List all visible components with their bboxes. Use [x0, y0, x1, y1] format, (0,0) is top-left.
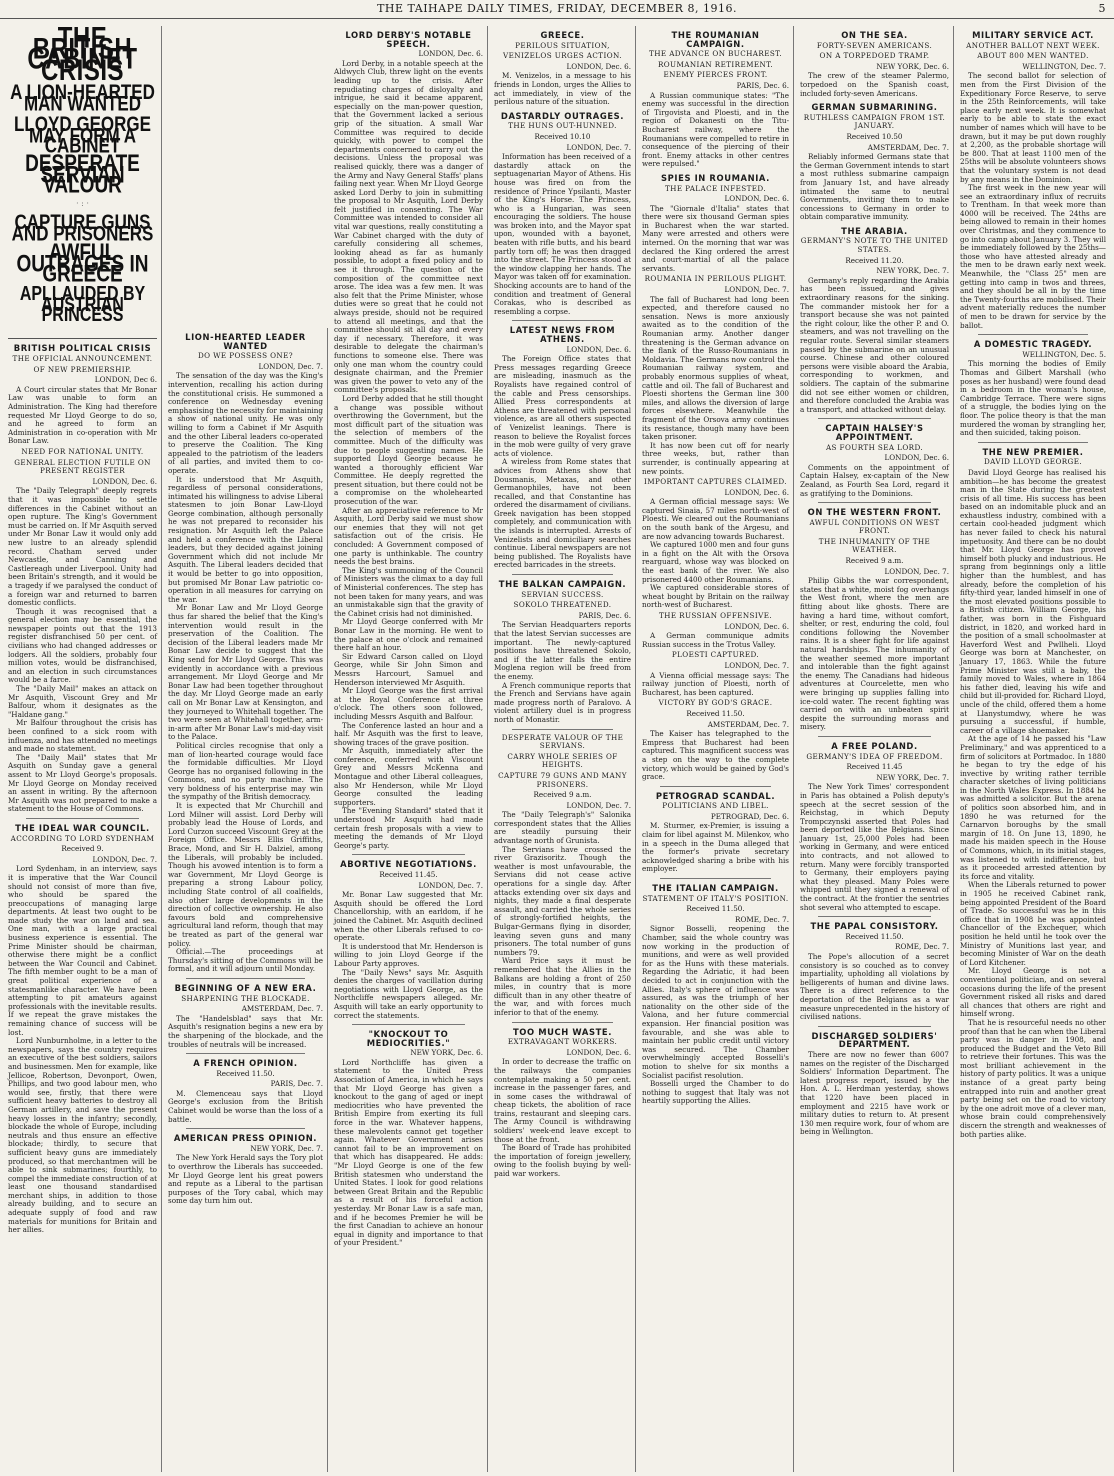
dateline: LONDON, Dec. 7. [92, 854, 157, 864]
received-time: Received 9. [61, 844, 104, 854]
article-subheading: AWFUL CONDITIONS ON WEST FRONT. [809, 517, 940, 536]
column-5 [638, 26, 794, 1472]
article-subheading: SOKOLO THREATENED. [513, 600, 612, 610]
paragraph: At the age of 14 he passed his "Law Preliminary," and was apprenticed to a firm of solicitors at Portmadoc. In 1880 he began to try the edge of his invective by writing rather terrible character sketches of living politicians in the North Wales Express. In 1884 he was admitted a solicitor. But the arena of politics soon absorbed him, and in 1890 he was returned for the Carnarvon boroughs by the small margin of 18. On June 13, 1890, he made his maiden speech in the House of Commons, which, in its initial stages, was listened to with indifference, but as it proceeded arrested attention by its force and vitality. [960, 734, 1106, 881]
divider [512, 320, 613, 321]
paragraph: The Servian Headquarters reports that the latest Servian successes are important. The newly-captured positions have threatened Sokolo, and if the latter falls the entire Moglena region will be freed from the enemy. [494, 620, 631, 681]
article-subheading: DESPERATE VALOUR OF THE SERVIANS. [501, 732, 624, 751]
paragraph: The "Daily Mail" makes an attack on Mr Asquith, Viscount Grey and Mr Balfour, whom it designates as the "Haldane gang." [8, 684, 157, 719]
article-heading: BEGINNING OF A NEW ERA. [174, 982, 317, 993]
column-4 [490, 26, 636, 1472]
article-subheading: VICTORY BY GOD'S GRACE. [658, 698, 773, 708]
paragraph: Mr Balfour throughout the crisis has been confined to a sick room with influenza, and has attended no meetings and made no statement. [8, 718, 157, 754]
received-time: Received 11.20. [845, 255, 904, 265]
dateline: PARIS, Dec. 6. [736, 80, 789, 90]
column-2 [164, 328, 328, 1472]
dateline: LONDON, Dec. 6. [566, 61, 631, 71]
received-time: Received 11.45 [846, 762, 903, 772]
paragraph: When the Liberals returned to power in 1905 he received Cabinet rank, being appointed President of the Board of Trade. So successful was he in this office that in 1908 he was appointed Chancellor of the Exchequer, which position he held until he took over the Ministry of Munitions last year, and becoming Minister of War on the death of Lord Kitchener. [960, 880, 1106, 967]
dateline: LONDON, Dec. 7. [258, 361, 323, 371]
paragraph: Germany's reply regarding the Arabia has been issued, and gives extraordinary reasons for the sinking. The commander mistook her for a transport because she was not painted the right colour, like the other P. and O. steamers, and was not travelling on the regular route. Several similar steamers passed by the submarine on an unusual course. Chinese and other coloured persons were visible aboard the Arabia, corresponding to workmen, and soldiers. The captain of the submarine did not see either women or children, and therefore concluded the Arabia was a transport, and attacked without delay. [800, 275, 949, 414]
dateline: LONDON, Dec. 6. [724, 194, 789, 204]
article-subheading: THE RUSSIAN OFFENSIVE. [658, 611, 773, 620]
divider [512, 574, 613, 575]
article-heading: THE BALKAN CAMPAIGN. [498, 579, 627, 590]
article-subheading: VENIZELOS URGES ACTION. [503, 51, 622, 61]
paragraph: Sir Edward Carson called on Lloyd George, while Sir John Simon and Messrs Harcourt, Samuel and Henderson interviewed Mr Asquith. [334, 651, 483, 687]
paragraph: The "Handelsblad" says that Mr. Asquith's resignation begins a new era by the sharpening of the blockade, and the troubles of neutrals will be increased. [168, 1013, 323, 1049]
article-subheading: OF NEW PREMIERSHIP. [33, 364, 132, 374]
headline-3: LLOYD GEORGE MAY FORM A CABINET [14, 111, 151, 158]
paragraph: That he is resourceful needs no other proof than that he can when the Liberal party was in danger in 1908, and produced the Budget and the Veto Bill to retrieve their fortunes. This was the most brilliant achievement in the history of party politics. It was a unique instance of a great party being entrapped into ruin and another great party being set on the road to victory by the one adroit move of a clever man, whose brain could comprehensively discern the strength and weaknesses of both parties alike. [960, 1017, 1106, 1139]
divider [818, 502, 931, 503]
paragraph: Though it was recognised that a general election may be essential, the newspaper points out that the 1913 register disfranchised 50 per cent. of civilians who had changed addresses or lodgers. All the soldiers, probably four million votes, would be disfranchised, and an election in such circumstances would be a farce. [8, 606, 157, 685]
paragraph: Lord Sydenham, in an interview, says it is imperative that the War Council should not consist of more than five, who should be spared the preoccupations of managing large departments. At least two ought to be made study the war on land and sea. One man, with a large practical business experience is essential. The Prime Minister should be chairman, otherwise there might be a conflict between the War Council and Cabinet. The fifth member ought to be a man of great political experience of a statesmanlike character. We have been attempting to pit amateurs against professionals with the inevitable results. If we repeat the grave mistakes the remaining chance of success will be lost. [8, 864, 157, 1037]
article-subheading: SERVIAN SUCCESS. [521, 589, 604, 599]
dateline: LONDON, Dec. 7. [566, 800, 631, 810]
ink-mark: · : · [76, 199, 89, 209]
paragraph: The Kaiser has telegraphed to the Empress that Bucharest had been captured. This magnificent success was a step on the way to the complete victory, which would be gained by God's grace. [642, 729, 789, 782]
paragraph: A wireless from Rome states that advices from Athens show that Dousmanis, Metaxas, and other Germanophiles, have not been recalled, and that Constantine has ordered the disarmament of civilians. Greek navigation has been stopped completely, and communication with the islands is interrupted. Arrests of Venizelists and domiciliary searches continue. Liberal newspapers are not being published. The Royalists have erected barricades in the streets. [494, 457, 631, 570]
article-heading: THE ITALIAN CAMPAIGN. [652, 883, 779, 894]
divider [818, 736, 931, 737]
paragraph: The New York Herald says the Tory plot to overthrow the Liberals has succeeded. Mr Lloyd George lent his great powers and repute as a Liberal to the partisan purposes of the Tory cabal, which may some day turn him out. [168, 1153, 323, 1206]
dateline: NEW YORK, Dec. 6. [876, 61, 949, 71]
paragraph: M. Sturmer, ex-Premier, is issuing a claim for libel against M. Milenkov, who in a speech in the Duma alleged that the former's private secretary acknowledged sharing a bribe with his employer. [642, 821, 789, 874]
received-time: Received 10.10 [534, 131, 591, 141]
dateline: LONDON, Dec. 6. [418, 49, 483, 59]
headline-7: APLLAUDED BY AUSTRIAN PRINCESS [19, 283, 146, 326]
article-subheading: ANOTHER BALLOT NEXT WEEK. [966, 40, 1100, 50]
paragraph: Official.—The proceedings at Thursday's sitting of the Commons will be formal, and it will adjourn until Monday. [168, 947, 323, 974]
dateline: LONDON, Dec. 7. [724, 660, 789, 670]
paragraph: M. Clemenceau says that Lloyd George's exclusion from the British Cabinet would be worse than the loss of a battle. [168, 1088, 323, 1124]
dateline: LONDON, Dec. 6. [566, 1047, 631, 1057]
article-subheading: ENEMY PIERCES FRONT. [663, 70, 768, 80]
received-time: Received 11.50. [686, 904, 745, 914]
paragraph: Signor Bosselli, reopening the Chamber, said the whole country was now working in the production of munitions, and were as well provided for as the Huns with these materials. Regarding the Adriatic, it had been decided to act in conjunction with the Allies. Italy's sphere of influence was assured, as was the triumph of her nationality on the other side of the Valona, and her future commercial expansion. Her financial position was favourable, and she was able to maintain her public credit until victory was secured. The Chamber overwhelmingly accepted Bosselli's motion to shelve for six months a Socialist pacifist resolution. [642, 924, 789, 1080]
paragraph: Mr Bonar Law and Mr Lloyd George thus far shared the belief that the King's intervention would result in the preservation of the Coalition. The decision of the Liberal leaders made Mr Bonar Law decide to suggest that the King send for Mr Lloyd George. This was evidently in accordance with a previous arrangement. Mr Lloyd George and Mr Bonar Law had been together throughout the day. Mr Lloyd George made an early call on Mr Bonar Law at Kensington, and they journeyed to Whitehall together. The two were seen at Whitehall together, arm-in-arm after Mr Bonar Law's mid-day visit to the Palace. [168, 603, 323, 742]
article-heading: DISCHARGED SOLDIERS' DEPARTMENT. [811, 1030, 938, 1050]
paragraph: Lord Derby added that he still thought a change was possible without overthrowing the Government, but the most difficult part of the situation was the selection of members of the committee. Much of the difficulty was due to people suggesting names. He supported Lloyd George because he wanted a thoroughly efficient War Committee. He deeply regretted the present situation, but there could not be a compromise on the wholehearted prosecution of the war. [334, 393, 483, 507]
article-heading: BRITISH POLITICAL CRISIS [13, 343, 152, 354]
divider [660, 786, 771, 787]
paragraph: A Vienna official message says: The railway junction of Ploesti, north of Bucharest, has been captured. [642, 670, 789, 697]
paragraph: The Board of Trade has prohibited the importation of foreign jewellery, owing to the foolish buying by well-paid war workers. [494, 1143, 631, 1179]
headline-6: AWFUL OUTRAGES IN GREECE [16, 239, 149, 288]
article-heading: A FRENCH OPINION. [193, 1058, 298, 1069]
divider [352, 1024, 465, 1025]
paragraph: We captured 1000 men and four guns in a fight on the Alt with the Orsova rearguard, whose way was blocked on the east bank of the river. We also prisonered 4400 other Roumanians. [642, 540, 789, 584]
paragraph: David Lloyd George has realised his ambition—he has become the greatest man in the State during the greatest crisis of all time. His success has been based on an indomitable pluck and an exhaustless industry, combined with a certain cool-headed judgment which has never failed to check his natural impetuosity. And there can be no doubt that Mr. Lloyd George has proved himself both plucky and industrious. He sprang from beginnings only a little higher than the humblest, and has already, before the completion of his fifty-third year, landed himself in one of the most elevated positions possible to a British citizen. William George, his father, was born in the Fishguard district, in 1820, and worked hard in the position of a small schoolmaster at Haverford West and Pwllheli. Lloyd George was born at Manchester, on January 17, 1863. While the future Prime Minister was still a baby, the family moved to Wales, where in 1864 his father died, leaving his wife and child but ill-provided for. Richard Lloyd, uncle of the child, offered them a home at Llanystumdwy, where he was pursuing a successful, if humble, career of a village shoemaker. [960, 467, 1106, 735]
paragraph: It has now been cut off for nearly three weeks, but, rather than surrender, is continually appearing at new points. [642, 440, 789, 476]
headline-5: CAPTURE GUNS AND PRISONERS [11, 210, 154, 245]
headline-2: A LION-HEARTED MAN WANTED [10, 80, 155, 116]
paragraph: Philip Gibbs the war correspondent, states that a white, moist fog overhangs the West front, where the men are fitting about like ghosts. There are having a hard time, without comfort, shelter, or rest, enduring the cold, foul conditions following the November rains. It is a sheer fight for life against natural hardships. The inhumanity of the weather seemed more important and intolerable than the fight against the enemy. The Canadians had hideous adventures at Courcelette, men who were bringing up supplies falling into ice-cold water. The recent fighting was carried on with an unbeaten spirit despite the surrounding morass and misery. [800, 576, 949, 732]
dateline: AMSTERDAM, Dec. 7. [707, 719, 789, 729]
article-heading: CAPTAIN HALSEY'S APPOINTMENT. [825, 423, 924, 442]
article-subheading: THE ADVANCE ON BUCHAREST. [649, 49, 782, 59]
paragraph: The King's summoning of the Council of Ministers was the climax to a day full of Ministerial conferences. The step has not been taken for many years, and was an unmistakable sign that the gravity of the Cabinet crisis had not diminished. [334, 565, 483, 618]
article-heading: GREECE. [540, 30, 585, 40]
article-heading: LATEST NEWS FROM ATHENS. [509, 325, 616, 344]
article-heading: PETROGRAD SCANDAL. [655, 790, 776, 801]
paragraph: Political circles recognise that only a man of lion-hearted courage would face the formidable difficulties. Mr Lloyd George has no organised following in the Commons, and no party machine. The very boldness of his enterprise may win the sympathy of the British democracy. [168, 740, 323, 802]
divider [352, 854, 465, 855]
paragraph: The Foreign Office states that Press messages regarding Greece are misleading, inasmuch as the Royalists have regained control of the cable and Press censorships. Allied Press correspondents at Athens are threatened with personal violence, as are all others suspected of Venizelist leanings. There is reason to believe the Royalist forces in the mob were guilty of very grave acts of violence. [494, 354, 631, 458]
divider [818, 418, 931, 419]
article-subheading: EXTRAVAGANT WORKERS. [507, 1037, 618, 1047]
column-6 [796, 26, 954, 1472]
dateline: LONDON, Dec 6. [94, 375, 157, 385]
dateline: ROME, Dec. 7. [735, 914, 789, 924]
paragraph: The crew of the steamer Palermo, torpedoed on the Spanish coast, included forty-seven Americans. [800, 71, 949, 98]
article-subheading: THE INHUMANITY OF THE WEATHER. [818, 536, 931, 555]
article-heading: DASTARDLY OUTRAGES. [500, 110, 625, 121]
article-heading: TOO MUCH WASTE. [512, 1026, 613, 1037]
column-7 [956, 26, 1110, 1472]
article-subheading: STATEMENT OF ITALY'S POSITION. [642, 893, 789, 903]
paragraph: A French communique reports that the French and Servians have again made progress north of Paralovo. A violent artillery duel is in progress north of Monastir. [494, 680, 631, 724]
paragraph: The New York Times' correspondent in Paris has obtained a Polish deputy's speech at the secret session of the Reichstag, in which Deputy Trompczynski asserted that Poles had been deported like the Belgians. Since January 1st, 25,000 Poles had been working in Germany, and were enticed into contracts, and not allowed to return. Many were forcibly transported to Germany, their employers paying what they pleased. Many Poles were whipped until they signed a renewal of the contract. At the frontier the sentries shot several who attempted to escape. [800, 782, 949, 912]
article-heading: ABORTIVE NEGOTIATIONS. [340, 859, 477, 870]
dateline: LONDON, Dec. 7. [884, 566, 949, 576]
divider [26, 818, 139, 819]
dateline: AMSTERDAM, Dec. 7. [241, 1004, 323, 1014]
article-subheading: CARRY WHOLE SERIES OF HEIGHTS. [507, 751, 618, 770]
article-subheading: POLITICIANS AND LIBEL. [662, 801, 769, 811]
received-time: Received 9 a.m. [845, 556, 904, 566]
paragraph: The "Daily Telegraph" deeply regrets that it was impossible to settle differences in the Cabinet without an open rupture. The King's Government must be carried on. If Mr Asquith served under Mr Bonar Law it would only add new lustre to an already splendid record. Chatham served under Newcastle, and Canning and Castlereagh under Liverpool. Unity had been Britain's strength, and it would be a tragedy if we paralysed the conduct of a foreign war and returned to barren domestic conflicts. [8, 486, 157, 608]
paragraph: Lord Derby, in a notable speech at the Aldwych Club, threw light on the events leading up to the crisis. After repudiating charges of disloyalty and intrigue, he said it became apparent, especially on the man-power question, that the Government lacked a serious grip of the situation. A small War Committee was required to decide quickly, with power to compel the departments concerned to carry out the decisions. Unless the proposal was realised quickly, there was a danger of the Army and Navy General Staffs' plans failing next year. When Mr Lloyd George asked Lord Derby to join in submitting the proposal to Mr Asquith, Lord Derby felt justified in consenting. The War Committee was intended to consider all vital war questions, really constituting a War Cabinet charged with the duty of carefully considering all schemes, looking ahead as far as humanly possible, to adopt a fixed policy and to see it through. The question of the composition of the committee next arose. The idea was a few men. It was also felt that the Prime Minister, whose duties were so great that he could not always preside, should not be required to attend all meetings, and that the committee should sit all day and every day if necessary. Therefore, it was desirable to delegate the chairman's functions to someone else. There was only one man whom the country could designate chairman, and the Premier was given the power to veto any of the committee's proposals. [334, 58, 483, 395]
dateline: LONDON, Dec. 7. [418, 880, 483, 890]
article-heading: SPIES IN ROUMANIA. [661, 172, 770, 183]
divider [978, 334, 1088, 335]
article-subheading: AS FOURTH SEA LORD. [825, 442, 924, 452]
divider [186, 1053, 305, 1054]
column-3 [330, 26, 488, 1472]
article-subheading: ROUMANIA IN PERILOUS PLIGHT. [644, 274, 787, 284]
received-time: Received 10.50 [846, 131, 903, 141]
article-heading: THE IDEAL WAR COUNCIL. [15, 822, 150, 833]
article-subheading: GERMANY'S IDEA OF FREEDOM. [806, 751, 943, 761]
paragraph: It is understood that Mr. Henderson is willing to join Lloyd George if the Labour Party approves. [334, 941, 483, 968]
paragraph: This morning the bodies of Emily Thomas and Gilbert Marshall (who poses as her husband) were found dead in a bedroom in the woman's house, Cambridge Terrace. There were signs of a struggle, the bodies lying on the floor. The police theory is that the man murdered the woman by strangling her, and then suicided, taking poison. [960, 359, 1106, 438]
column-1 [4, 26, 162, 1472]
paragraph: There are now no fewer than 6007 names on the register of the Discharged Soldiers' Information Department. The latest progress report, issued by the Hon. A. L. Herdman yesterday, shows that 1220 have been placed in employment and 2215 have work or military duties to return to. At present 130 men require work, four of whom are being in Wellington. [800, 1049, 949, 1137]
paragraph: The "Evening Standard" stated that it understood Mr Asquith had made certain fresh proposals with a view to meeting the demands of Mr Lloyd George's party. [334, 806, 483, 850]
dateline: PARIS, Dec. 6. [578, 610, 631, 620]
paragraph: After an appreciative reference to Mr Asquith, Lord Derby said we must show our enemies that they will not get satisfaction out of the crisis. He concluded: A Government composed of one party is unthinkable. The country needs the best brains. [334, 505, 483, 567]
paragraph: The "Daily Telegraph's" Salonika correspondent states that the Allies are steadily pursuing their advantage north of Grunista. [494, 810, 631, 846]
article-subheading: THE HUNS OUT-HUNNED. [508, 121, 617, 131]
article-subheading: ROUMANIAN RETIREMENT. [657, 59, 774, 69]
article-heading: AMERICAN PRESS OPINION. [173, 1133, 318, 1144]
paragraph: A Court circular states that Mr Bonar Law was unable to form an Administration. The King had therefore requested Mr Lloyd George to do so, and he agreed to form an Administration in co-operation with Mr Bonar Law. [8, 384, 157, 446]
article-subheading: DAVID LLOYD GEORGE. [983, 457, 1083, 467]
paragraph: The second ballot for selection of men from the First Division of the Expeditionary Force Reserve, to serve in the 25th Reinforcements, will take place early next week. It is somewhat early to be able to state the exact number of names which will have to be drawn, but it may be put down roughly at 2,200, as the probable shortage will be 800. That at least 1100 men of the 25ths will be absolute volunteers shows that the voluntary system is not dead by any means in the Dominion. [960, 71, 1106, 184]
headline-4: DESPERATE SERVIAN VALOUR [25, 151, 140, 200]
divider [186, 1128, 305, 1129]
article-subheading: GENERAL ELECTION FUTILE ON PRESENT REGISTER [14, 457, 151, 476]
article-subheading: THE OFFICIAL ANNOUNCEMENT. [12, 354, 153, 364]
article-heading: A FREE POLAND. [831, 740, 918, 751]
paragraph: Mr. Bonar Law suggested that Mr. Asquith should be offered the Lord Chancellorship, with an earldom, if he joined the Cabinet. Mr. Asquith declined when the other Liberals refused to co-operate. [334, 890, 483, 943]
paragraph: It is expected that Mr Churchill and Lord Milner will assist. Lord Derby will probably lead the House of Lords, and Lord Curzon succeed Viscount Grey at the Foreign Office. Messrs Ellis Griffiths, Brace, Mond, and Sir H. Dalziel, among the Liberals, will probably be included. Though his avowed intention is to form a war Government, Mr Lloyd George is preparing a strong Labour policy, including State control of all coalfields, also other large developments in the direction of collective ownership. He also favours bold and comprehensive agricultural land reform, though that may be treated as part of the general war policy. [168, 801, 323, 948]
paragraph: M. Venizelos, in a message to his friends in London, urges the Allies to act immediately, in view of the perilous nature of the situation. [494, 71, 631, 107]
divider [818, 916, 931, 917]
received-time: Received 9 a.m. [533, 790, 592, 800]
article-subheading: ABOUT 800 MEN WANTED. [977, 51, 1089, 61]
dateline: LONDON, Dec. 6. [92, 476, 157, 486]
paragraph: A Russian communique states: "The enemy was successful in the direction of Tirgovista and Ploesti, and in the region of Dokanesti on the Titu-Bucharest railway, where the Roumanians were compelled to retire in consequence of the piercing of their front. Enemy attacks in other centres were repulsed." [642, 90, 789, 169]
dateline: AMSTERDAM, Dec. 7. [867, 142, 949, 152]
article-subheading: ACCORDING TO LORD SYDENHAM [10, 833, 155, 843]
dateline: PETROGRAD, Dec. 6. [710, 811, 789, 821]
article-subheading: IMPORTANT CAPTURES CLAIMED. [644, 477, 787, 487]
divider [512, 729, 613, 730]
paragraph: The Conference lasted an hour and a half. Mr Asquith was the first to leave, showing traces of the grave position. [334, 720, 483, 747]
article-subheading: RUTHLESS CAMPAIGN FROM 1ST. JANUARY. [803, 112, 946, 131]
paragraph: The sensation of the day was the King's intervention, recalling his action during the constitutional crisis. He summoned a conference on Wednesday evening emphasising the necessity for maintaining a show of national unity. He was only willing to form a Cabinet if Mr Asquith and the other Liberal leaders co-operated to preserve the Coalition. The King appealed to the patriotism of the leaders of all parties, and invited them to co-operate. [168, 371, 323, 475]
article-subheading: FORTY-SEVEN AMERICANS. [816, 40, 933, 50]
paragraph: The Servians have crossed the river Grazisoritz. Though the weather is most unfavourable, the Servians did not cease active operations for a single day. After attacks extending over six days and nights, they made a final desperate assault, and carried the whole series of strongly-fortified heights, the Bulgar-Germans flying in disorder, leaving seven guns and many prisoners. The total number of guns numbers 79. [494, 844, 631, 957]
dateline: NEW YORK, Dec. 7. [876, 772, 949, 782]
divider [660, 878, 771, 879]
paragraph: Ward Price says it must be remembered that the Allies in the Balkans are holding a front of 250 miles, in country that is more difficult than in any other theatre of the war, and with forces much inferior to that of the enemy. [494, 956, 631, 1017]
article-subheading: GERMANY'S NOTE TO THE UNITED STATES. [800, 236, 949, 255]
paragraph: It is understood that Mr Asquith, regardless of personal considerations, intimated his willingness to advise Liberal statesmen to join Bonar Law-Lloyd George combination, although personally he was not prepared to reconsider his resignation. Mr Asquith left the Palace and held a conference with the Liberal leaders, but they decided against joining Government which did not include Mr Asquith. The Liberal leaders decided that it would be better to go into opposition, but promised Mr Bonar Law patriotic co-operation in all measures for carrying on the war. [168, 474, 323, 604]
article-subheading: DO WE POSSESS ONE? [197, 351, 294, 361]
dateline: LONDON, Dec. 6. [724, 621, 789, 631]
masthead [0, 0, 1114, 19]
divider [818, 1026, 931, 1027]
paragraph: Mr. Lloyd George is not a conventional politician, and on several occasions during the life of the present Government risked all risks and dared all chances that others are right and himself wrong. [960, 966, 1106, 1019]
divider [978, 442, 1088, 443]
paragraph: The first week in the new year will see an extraordinary influx of recruits to Trentham. In that week more than 4000 will be received. The 24ths are being allowed to remain in their homes over Christmas, and they commence to go into camp about January 3. They will be immediately followed by the 25ths—those who have attested already and the men to be drawn early next week. Meanwhile, the "Class 25" men are getting into camp in twos and threes, and they should be all in by the time the Twenty-fourths are mobilised. Their advent materially reduces the number of men to be drawn for service by the ballot. [960, 183, 1106, 330]
paragraph: Mr Asquith, immediately after the conference, conferred with Viscount Grey and Messrs McKenna and Montague and other Liberal colleagues, also Mr Henderson, while Mr Lloyd George consulted the leading supporters. [334, 746, 483, 807]
article-heading: "KNOCKOUT TO MEDIOCRITIES." [366, 1029, 451, 1048]
dateline: ROME, Dec. 7. [895, 942, 949, 952]
article-heading: MILITARY SERVICE ACT. [972, 30, 1094, 40]
paragraph: The "Giornale d'Italia" states that there were six thousand German spies in Bucharest when the war started. Many were arrested and others were interned. On the morning that war was declared the King ordered the arrest and court-martial of all the palace servants. [642, 203, 789, 273]
article-heading: LION-HEARTED LEADER WANTED [185, 332, 306, 351]
headline-block [8, 26, 157, 339]
article-subheading: ON A TORPEDOED TRAMP. [819, 51, 930, 61]
divider [512, 1022, 613, 1023]
paragraph: A German communique admits Russian success in the Trotus Valley. [642, 631, 789, 649]
dateline: WELLINGTON, Dec. 5. [1022, 349, 1106, 359]
dateline: LONDON, Dec. 6. [884, 453, 949, 463]
received-time: Received 11.50. [845, 931, 904, 941]
paragraph: The fall of Bucharest had long been expected, and therefore caused no sensation. News is more anxiously awaited as to the condition of the Roumanian army. Another danger threatening is the German advance on the flank of the Russo-Roumanians in Moldavia. The Germans now control the Roumanian railway system, and probably enormous supplies of wheat, cattle and oil. The fall of Bucharest and Ploesti shortens the German line 300 miles, and allows the diversion of large forces elsewhere. Meanwhile the fragment of the Orsova army continues its resistance, though many have been taken prisoner. [642, 294, 789, 442]
received-time: Received 11.50. [216, 1068, 275, 1078]
dateline: LONDON, Dec. 6. [724, 487, 789, 497]
article-heading: THE ROUMANIAN CAMPAIGN. [671, 30, 760, 49]
paragraph: Bosselli urged the Chamber to do nothing to suggest that Italy was not heartily supporting the Allies. [642, 1079, 789, 1106]
paragraph: The Pope's allocution of a secret consistory is so couched as to convey impartiality, upholding all violations by belligerents of human and divine laws. There is a direct reference to the deportation of the Belgians as a war measure unprecedented in the history of civilised nations. [800, 952, 949, 1022]
article-subheading: PLOESTI CAPTURED. [671, 650, 760, 660]
dateline: NEW YORK, Dec. 7. [250, 1143, 323, 1153]
paragraph: The "Daily News" says Mr. Asquith denies the charges of vacillation during negotiations with Lloyd George, as the Northcliffe newspapers alleged. Mr. Asquith will take an early opportunity to correct the statements. [334, 967, 483, 1020]
received-time: Received 11.50. [686, 708, 745, 718]
divider [186, 978, 305, 979]
paragraph: Reliably informed Germans state that the German Government intends to start a most ruthless submarine campaign from January 1st, and have already intimated the same to neutral Governments, inviting them to make concessions to Germany in order to obtain comparative immunity. [800, 152, 949, 222]
article-heading: ON THE SEA. [841, 30, 908, 40]
dateline: NEW YORK, Dec. 6. [410, 1048, 483, 1058]
paragraph: Comments on the appointment of Captain Halsey, ex-captain of the New Zealand, as Fourth Sea Lord, regard it as gratifying to the Dominions. [800, 462, 949, 498]
article-subheading: THE PALACE INFESTED. [664, 183, 767, 193]
dateline: LONDON, Dec. 6. [566, 344, 631, 354]
article-subheading: NEED FOR NATIONAL UNITY. [21, 447, 144, 456]
headline-1: THE BRITISH CABINET CRISIS [27, 26, 138, 88]
article-heading: THE PAPAL CONSISTORY. [810, 921, 939, 932]
paragraph: A German official message says: We captured Sinaia, 57 miles north-west of Ploesti. We cleared out the Roumanians on the south bank of the Argesu, and are now advancing towards Bucharest. [642, 497, 789, 541]
dateline: PARIS, Dec. 7. [270, 1079, 323, 1089]
article-subheading: SHARPENING THE BLOCKADE. [181, 993, 310, 1003]
paragraph: Lord Northcliffe has given a statement to the United Press Association of America, in which he says that Mr Lloyd George has given a knockout to the gang of aged or inept mediocrities who have prevented the British Empire from exerting its full force in the war. Whatever happens, these malevolents cannot get together again. Whatever Government arises cannot fail to be an improvement on that which has disappeared. He adds: "Mr Lloyd George is one of the few British statesmen who understand the United States. I look for good relations between Great Britain and the Republic as a result of his forceful action yesterday. Mr Bonar Law is a safe man, and if he becomes Premier he will be the first Canadian to achieve an honour equal in dignity and importance to that of your President." [334, 1057, 483, 1248]
article-heading: A DOMESTIC TRAGEDY. [973, 339, 1093, 350]
dateline: WELLINGTON, Dec. 7. [1022, 61, 1106, 71]
paragraph: Information has been received of a dastardly attack on the septuagenarian Mayor of Athens. His house was fired on from the residence of Prince Ypsilanti, Master of the King's Horse. The Princess, who is a Hungarian, was seen encouraging the soldiers. The house was broken into, and the Mayor spat upon, wounded with a bayonet, beaten with rifle butts, and his beard partly torn off; he was then dragged into the street. The Princess stood at the window clapping her hands. The Mayor was taken off for examination. Shocking accounts are to hand of the condition and treatment of General Corakas, who is described as resembling a corpse. [494, 152, 631, 316]
masthead-title: THE TAIHAPE DAILY TIMES, FRIDAY, DECEMBER 8, 1916. [377, 2, 737, 15]
article-heading: ON THE WESTERN FRONT. [807, 507, 942, 518]
article-heading: GERMAN SUBMARINING. [811, 102, 938, 113]
paragraph: We captured considerable stores of wheat bought by Britain on the railway north-west of Bucharest. [642, 583, 789, 610]
dateline: LONDON, Dec. 7. [724, 285, 789, 295]
article-heading: THE NEW PREMIER. [982, 446, 1084, 457]
paragraph: The "Daily Mail" states that Mr Asquith on Sunday gave a general assent to Mr Lloyd George's proposals. Mr Lloyd George on Monday received an assent in writing. By the afternoon Mr Asquith was not prepared to make a statement to the House of Commons. [8, 752, 157, 814]
paragraph: Lord Nunburnholme, in a letter to the newspapers, says the country requires an executive of the best soldiers, sailors and businessmen. Men for example, like Jellicoe, Robertson, Devonport, Owen, Phillips, and two good labour men, who would see, firstly, that there were sufficient heavy batteries to destroy all German artillery, and save the present heavy losses in the infantry; secondly, blockade the whole of Europe, including neutrals and thus ensure an effective blockade; thirdly, to secure that sufficient heavy guns are immediately produced, so that merchantmen will be able to sink submarines; fourthly, to compel the immediate construction of at least one thousand standardised merchant ships, in addition to those already building, and to secure an adequate supply of food and raw materials for munitions for Britain and her allies. [8, 1036, 157, 1235]
article-heading: LORD DERBY'S NOTABLE SPEECH. [345, 30, 472, 49]
article-heading: THE ARABIA. [841, 225, 908, 236]
article-subheading: PERILOUS SITUATION, [515, 40, 610, 50]
paragraph: Mr Lloyd George was the first arrival at the Royal Conference at three o'clock. The others soon followed, including Messrs Asquith and Balfour. [334, 686, 483, 721]
paragraph: In order to decrease the traffic on the railways the companies contemplate making a 50 per cent. increase in the passenger fares, and in some cases the withdrawal of cheap tickets, the abolition of race trains, restaurant and sleeping cars. The Army Council is withdrawing soldiers' week-end leave except to those at the front. [494, 1057, 631, 1144]
article-subheading: CAPTURE 79 GUNS AND MANY PRISONERS. [498, 770, 627, 789]
received-time: Received 11.45. [379, 870, 438, 879]
page-number: 5 [1098, 2, 1106, 15]
paragraph: Mr Lloyd George conferred with Mr Bonar Law in the morning. He went to the palace at one o'clock and remained there half an hour. [334, 617, 483, 653]
dateline: NEW YORK, Dec. 7. [876, 266, 949, 276]
dateline: LONDON, Dec. 7. [566, 142, 631, 152]
